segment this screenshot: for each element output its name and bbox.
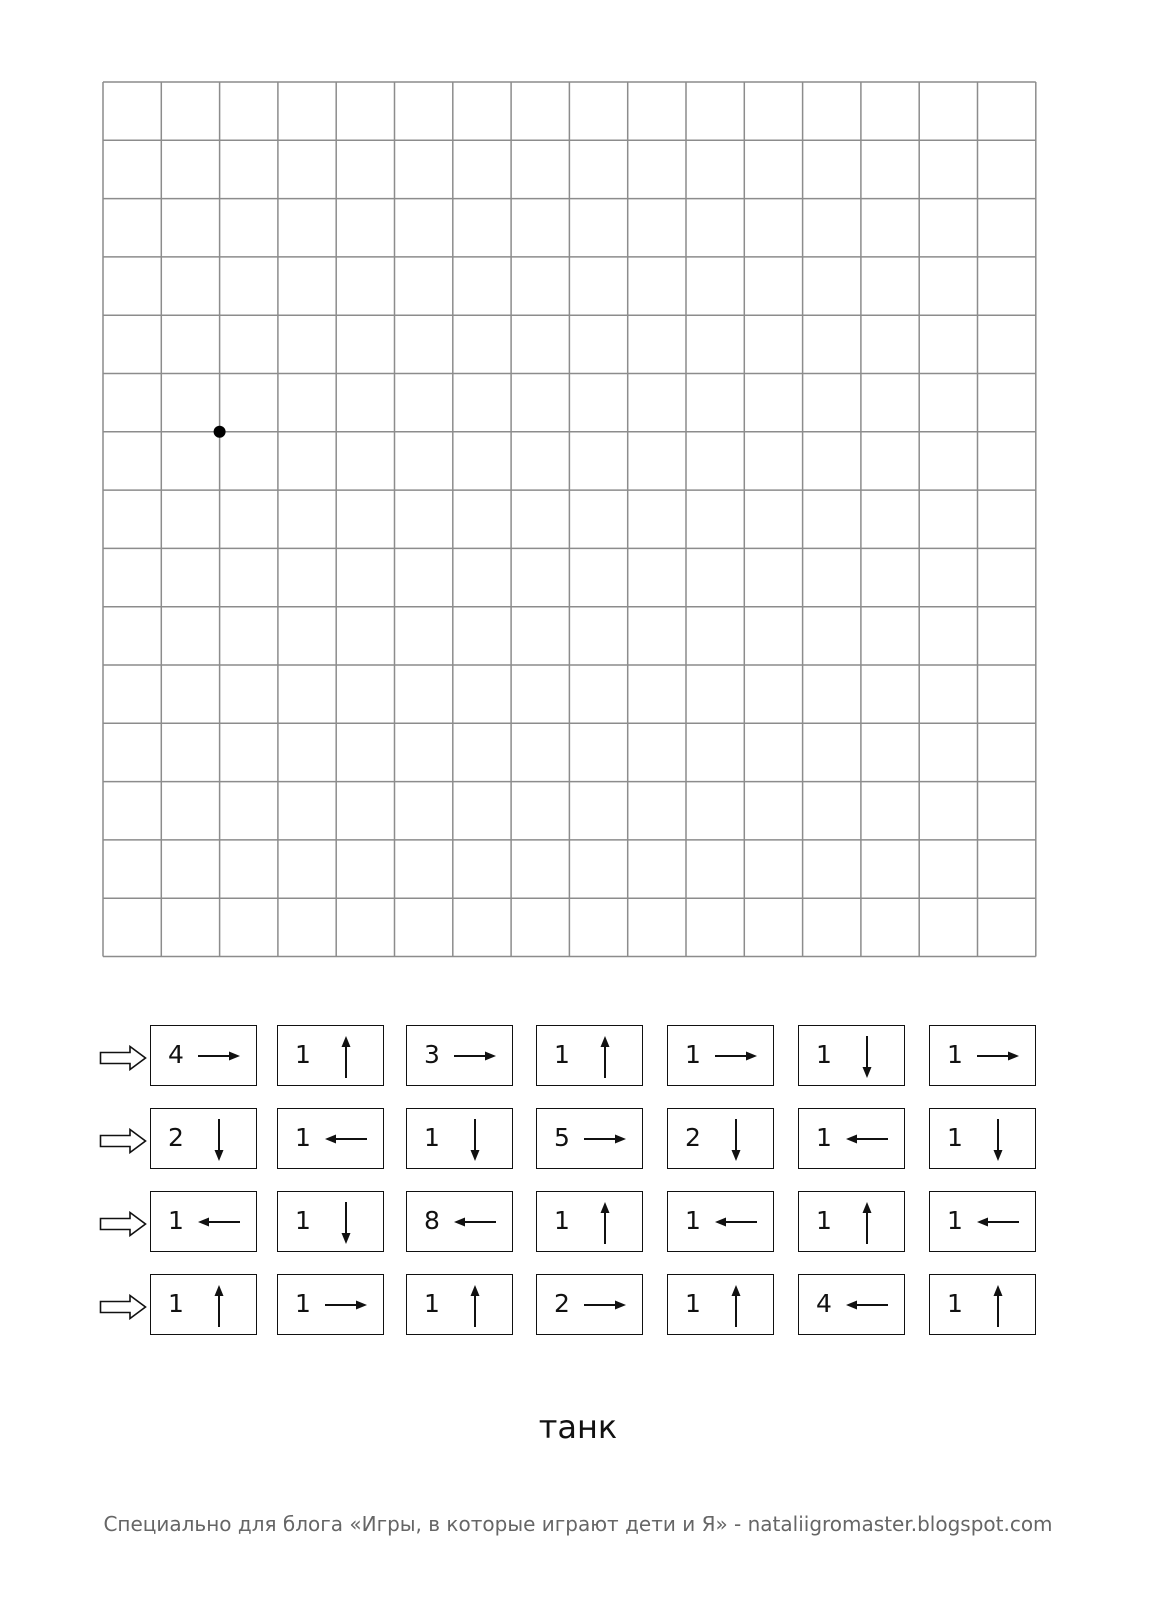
arrow-left-icon <box>324 1130 368 1148</box>
step-count: 1 <box>947 1206 963 1235</box>
arrow-right-icon <box>976 1047 1020 1065</box>
step-instruction <box>536 1191 643 1252</box>
arrow-up-icon <box>210 1284 228 1328</box>
row-start-arrow-icon <box>99 1294 147 1320</box>
arrow-up-icon <box>337 1035 355 1079</box>
arrow-left-icon <box>845 1130 889 1148</box>
step-count: 1 <box>168 1289 184 1318</box>
step-count: 2 <box>168 1123 184 1152</box>
step-instruction <box>929 1191 1036 1252</box>
step-count: 1 <box>947 1289 963 1318</box>
step-instruction <box>536 1274 643 1335</box>
step-count: 1 <box>295 1206 311 1235</box>
footer-credit: Специально для блога «Игры, в которые играют дети и Я» - nataliigromaster.blogspot.com <box>103 1512 1053 1536</box>
instruction-row <box>99 1108 1059 1174</box>
step-count: 1 <box>816 1206 832 1235</box>
arrow-left-icon <box>845 1296 889 1314</box>
row-start-arrow-icon <box>99 1128 147 1154</box>
step-count: 8 <box>424 1206 440 1235</box>
step-instruction <box>798 1274 905 1335</box>
step-count: 4 <box>816 1289 832 1318</box>
step-instruction <box>667 1191 774 1252</box>
arrow-right-icon <box>324 1296 368 1314</box>
arrow-up-icon <box>466 1284 484 1328</box>
step-instruction <box>929 1108 1036 1169</box>
step-count: 2 <box>685 1123 701 1152</box>
arrow-down-icon <box>858 1035 876 1079</box>
step-instruction <box>406 1274 513 1335</box>
step-instruction <box>277 1191 384 1252</box>
step-count: 1 <box>685 1289 701 1318</box>
step-instruction <box>150 1108 257 1169</box>
step-count: 1 <box>554 1206 570 1235</box>
step-instruction <box>277 1025 384 1086</box>
step-count: 1 <box>685 1206 701 1235</box>
step-count: 1 <box>816 1123 832 1152</box>
arrow-down-icon <box>466 1118 484 1162</box>
arrow-up-icon <box>727 1284 745 1328</box>
step-count: 1 <box>295 1289 311 1318</box>
arrow-left-icon <box>197 1213 241 1231</box>
step-count: 4 <box>168 1040 184 1069</box>
step-instruction <box>667 1108 774 1169</box>
step-instruction <box>667 1025 774 1086</box>
arrow-up-icon <box>989 1284 1007 1328</box>
step-instruction <box>150 1025 257 1086</box>
instruction-row <box>99 1025 1059 1091</box>
step-instruction <box>150 1274 257 1335</box>
step-instruction <box>536 1108 643 1169</box>
step-count: 1 <box>424 1289 440 1318</box>
step-instruction <box>798 1025 905 1086</box>
grid-lines <box>103 82 1036 957</box>
step-count: 3 <box>424 1040 440 1069</box>
step-count: 1 <box>947 1123 963 1152</box>
step-instruction <box>798 1191 905 1252</box>
step-count: 1 <box>168 1206 184 1235</box>
arrow-up-icon <box>596 1035 614 1079</box>
arrow-up-icon <box>596 1201 614 1245</box>
step-count: 2 <box>554 1289 570 1318</box>
row-start-arrow-icon <box>99 1211 147 1237</box>
step-count: 1 <box>685 1040 701 1069</box>
arrow-right-icon <box>583 1130 627 1148</box>
step-count: 1 <box>554 1040 570 1069</box>
arrow-right-icon <box>714 1047 758 1065</box>
step-count: 1 <box>295 1123 311 1152</box>
row-start-arrow-icon <box>99 1045 147 1071</box>
arrow-down-icon <box>210 1118 228 1162</box>
arrow-down-icon <box>989 1118 1007 1162</box>
arrow-right-icon <box>453 1047 497 1065</box>
step-instruction <box>536 1025 643 1086</box>
instruction-row <box>99 1191 1059 1257</box>
step-instruction <box>406 1108 513 1169</box>
step-count: 1 <box>816 1040 832 1069</box>
step-instruction <box>406 1191 513 1252</box>
step-count: 1 <box>295 1040 311 1069</box>
picture-caption: танк <box>538 1408 618 1446</box>
step-instruction <box>929 1274 1036 1335</box>
arrow-down-icon <box>337 1201 355 1245</box>
arrow-left-icon <box>453 1213 497 1231</box>
step-count: 5 <box>554 1123 570 1152</box>
step-instruction <box>798 1108 905 1169</box>
arrow-left-icon <box>976 1213 1020 1231</box>
step-instruction <box>929 1025 1036 1086</box>
step-instruction <box>667 1274 774 1335</box>
step-instruction <box>277 1108 384 1169</box>
instruction-row <box>99 1274 1059 1340</box>
arrow-up-icon <box>858 1201 876 1245</box>
arrow-down-icon <box>727 1118 745 1162</box>
step-instruction <box>406 1025 513 1086</box>
start-point <box>214 426 226 438</box>
arrow-right-icon <box>197 1047 241 1065</box>
arrow-left-icon <box>714 1213 758 1231</box>
step-instruction <box>150 1191 257 1252</box>
step-count: 1 <box>424 1123 440 1152</box>
step-count: 1 <box>947 1040 963 1069</box>
step-instruction <box>277 1274 384 1335</box>
arrow-right-icon <box>583 1296 627 1314</box>
